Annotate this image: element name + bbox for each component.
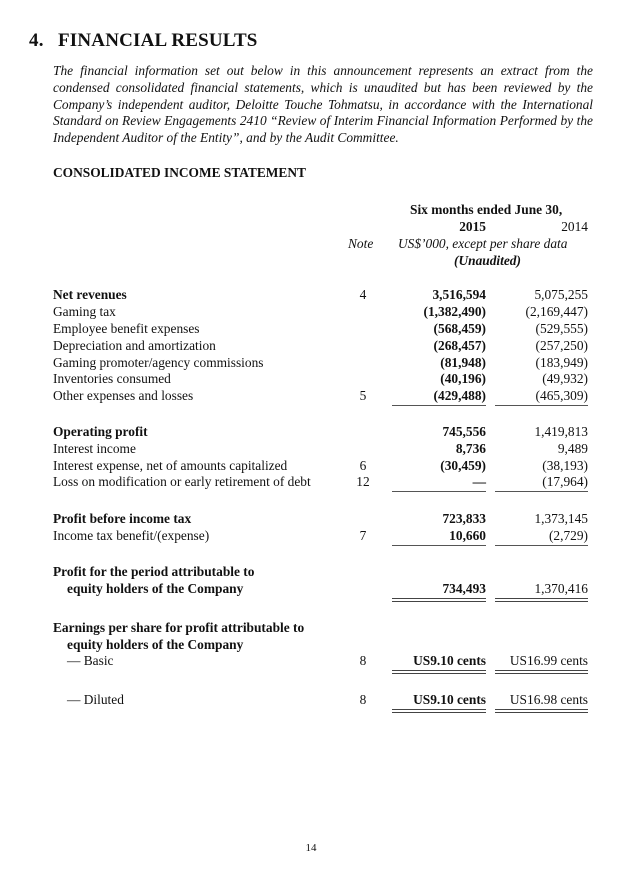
row-label: Loss on modification or early retirement of debt bbox=[53, 474, 311, 489]
row-value-2015: 8,736 bbox=[455, 441, 486, 456]
table-row bbox=[53, 527, 593, 544]
total-double-rule-2015 bbox=[392, 598, 486, 602]
eps-diluted-label: — Diluted bbox=[67, 692, 124, 707]
row-value-2015: 10,660 bbox=[449, 528, 486, 543]
row-note: 12 bbox=[356, 474, 370, 489]
eps-diluted-note: 8 bbox=[359, 692, 367, 707]
period-header: Six months ended June 30, bbox=[410, 202, 563, 217]
row-value-2015: (268,457) bbox=[433, 338, 486, 353]
section-title: FINANCIAL RESULTS bbox=[57, 30, 258, 51]
row-value-2015: (568,459) bbox=[433, 321, 486, 336]
row-value-2014: (257,250) bbox=[535, 338, 588, 353]
page-number: 14 bbox=[305, 842, 317, 854]
row-note: 7 bbox=[359, 528, 367, 543]
total-double-rule-2014 bbox=[495, 598, 588, 602]
row-label: Depreciation and amortization bbox=[53, 338, 216, 353]
subtotal-rule-2015 bbox=[392, 491, 486, 492]
eps-diluted-rule-2015 bbox=[392, 709, 486, 713]
eps-basic-rule-2014 bbox=[495, 670, 588, 674]
table-row bbox=[53, 354, 593, 371]
row-value-2014: (2,729) bbox=[548, 528, 588, 543]
table-row bbox=[53, 423, 593, 440]
row-value-2014: 1,373,145 bbox=[534, 511, 588, 526]
section-number: 4. bbox=[29, 30, 44, 51]
eps-diluted-rule-2014 bbox=[495, 709, 588, 713]
eps-diluted-2014: US16.98 cents bbox=[509, 692, 588, 707]
row-label: Other expenses and losses bbox=[53, 388, 194, 403]
row-value-2015: (1,382,490) bbox=[423, 304, 486, 319]
row-value-2014: (529,555) bbox=[535, 321, 588, 336]
row-label: Gaming tax bbox=[53, 304, 116, 319]
row-label: Operating profit bbox=[53, 424, 148, 439]
row-value-2015: (81,948) bbox=[440, 355, 486, 370]
profit-label-row bbox=[53, 563, 593, 580]
eps-basic-note: 8 bbox=[359, 653, 367, 668]
row-value-2014: 1,419,813 bbox=[534, 424, 588, 439]
statement-title: CONSOLIDATED INCOME STATEMENT bbox=[53, 165, 306, 180]
profit-label-line1: Profit for the period attributable to bbox=[53, 564, 255, 579]
table-row bbox=[53, 473, 593, 490]
row-value-2014: (465,309) bbox=[535, 388, 588, 403]
row-note: 4 bbox=[359, 287, 367, 302]
table-row bbox=[53, 440, 593, 457]
row-label: Interest expense, net of amounts capitalized bbox=[53, 458, 288, 473]
row-value-2015: 723,833 bbox=[442, 511, 486, 526]
eps-basic-2015: US9.10 cents bbox=[413, 653, 486, 668]
row-note: 6 bbox=[359, 458, 367, 473]
table-row bbox=[53, 387, 593, 404]
row-value-2015: 745,556 bbox=[442, 424, 486, 439]
row-value-2014: 9,489 bbox=[557, 441, 588, 456]
profit-row bbox=[53, 580, 593, 597]
table-row bbox=[53, 370, 593, 387]
row-label: Inventories consumed bbox=[53, 371, 171, 386]
row-value-2015: — bbox=[472, 474, 486, 489]
row-value-2014: (38,193) bbox=[542, 458, 588, 473]
eps-label-row bbox=[53, 636, 593, 653]
row-label: Income tax benefit/(expense) bbox=[53, 528, 210, 543]
table-row bbox=[53, 457, 593, 474]
row-label: Employee benefit expenses bbox=[53, 321, 200, 336]
eps-diluted-2015: US9.10 cents bbox=[413, 692, 486, 707]
row-value-2014: 5,075,255 bbox=[534, 287, 588, 302]
subtotal-rule-2014 bbox=[495, 545, 588, 546]
units-header: US$’000, except per share data bbox=[398, 236, 568, 251]
section-heading bbox=[29, 30, 258, 52]
subtotal-rule-2014 bbox=[495, 405, 588, 406]
table-row bbox=[53, 510, 593, 527]
subtotal-rule-2015 bbox=[392, 405, 486, 406]
row-label: Profit before income tax bbox=[53, 511, 192, 526]
eps-label-line2: equity holders of the Company bbox=[67, 637, 244, 652]
profit-value-2014: 1,370,416 bbox=[534, 581, 588, 596]
row-value-2015: (40,196) bbox=[440, 371, 486, 386]
table-row bbox=[53, 320, 593, 337]
table-row bbox=[53, 286, 593, 303]
row-value-2015: (30,459) bbox=[440, 458, 486, 473]
row-value-2014: (2,169,447) bbox=[525, 304, 588, 319]
eps-label-row bbox=[53, 619, 593, 636]
profit-label-line2: equity holders of the Company bbox=[67, 581, 244, 596]
subtotal-rule-2015 bbox=[392, 545, 486, 546]
audit-status-header: (Unaudited) bbox=[454, 253, 521, 268]
row-note: 5 bbox=[359, 388, 367, 403]
row-label: Net revenues bbox=[53, 287, 127, 302]
eps-basic-2014: US16.99 cents bbox=[509, 653, 588, 668]
eps-diluted-row bbox=[53, 691, 593, 708]
year-2014-header: 2014 bbox=[561, 219, 588, 234]
eps-basic-rule-2015 bbox=[392, 670, 486, 674]
row-value-2015: 3,516,594 bbox=[432, 287, 486, 302]
row-value-2014: (183,949) bbox=[535, 355, 588, 370]
intro-paragraph: The financial information set out below in this announcement represents an extract from the condensed consolidated financial statements, which is unaudited but has been reviewed by the Company’s independent auditor, Deloitte Touche Tohmatsu, in accordance with the International Standard on Review Engagements 2410 “Review of Interim Financial Information Performed by the Independent Auditor of the Entity”, and by the Audit Committee. bbox=[53, 63, 593, 146]
row-value-2014: (49,932) bbox=[542, 371, 588, 386]
eps-basic-label: — Basic bbox=[67, 653, 114, 668]
eps-basic-row bbox=[53, 652, 593, 669]
row-value-2015: (429,488) bbox=[433, 388, 486, 403]
table-row bbox=[53, 337, 593, 354]
year-2015-header: 2015 bbox=[459, 219, 486, 234]
subtotal-rule-2014 bbox=[495, 491, 588, 492]
row-label: Gaming promoter/agency commissions bbox=[53, 355, 264, 370]
row-value-2014: (17,964) bbox=[542, 474, 588, 489]
row-label: Interest income bbox=[53, 441, 136, 456]
profit-value-2015: 734,493 bbox=[442, 581, 486, 596]
eps-label-line1: Earnings per share for profit attributable to bbox=[53, 620, 305, 635]
note-header: Note bbox=[348, 236, 374, 251]
table-row bbox=[53, 303, 593, 320]
